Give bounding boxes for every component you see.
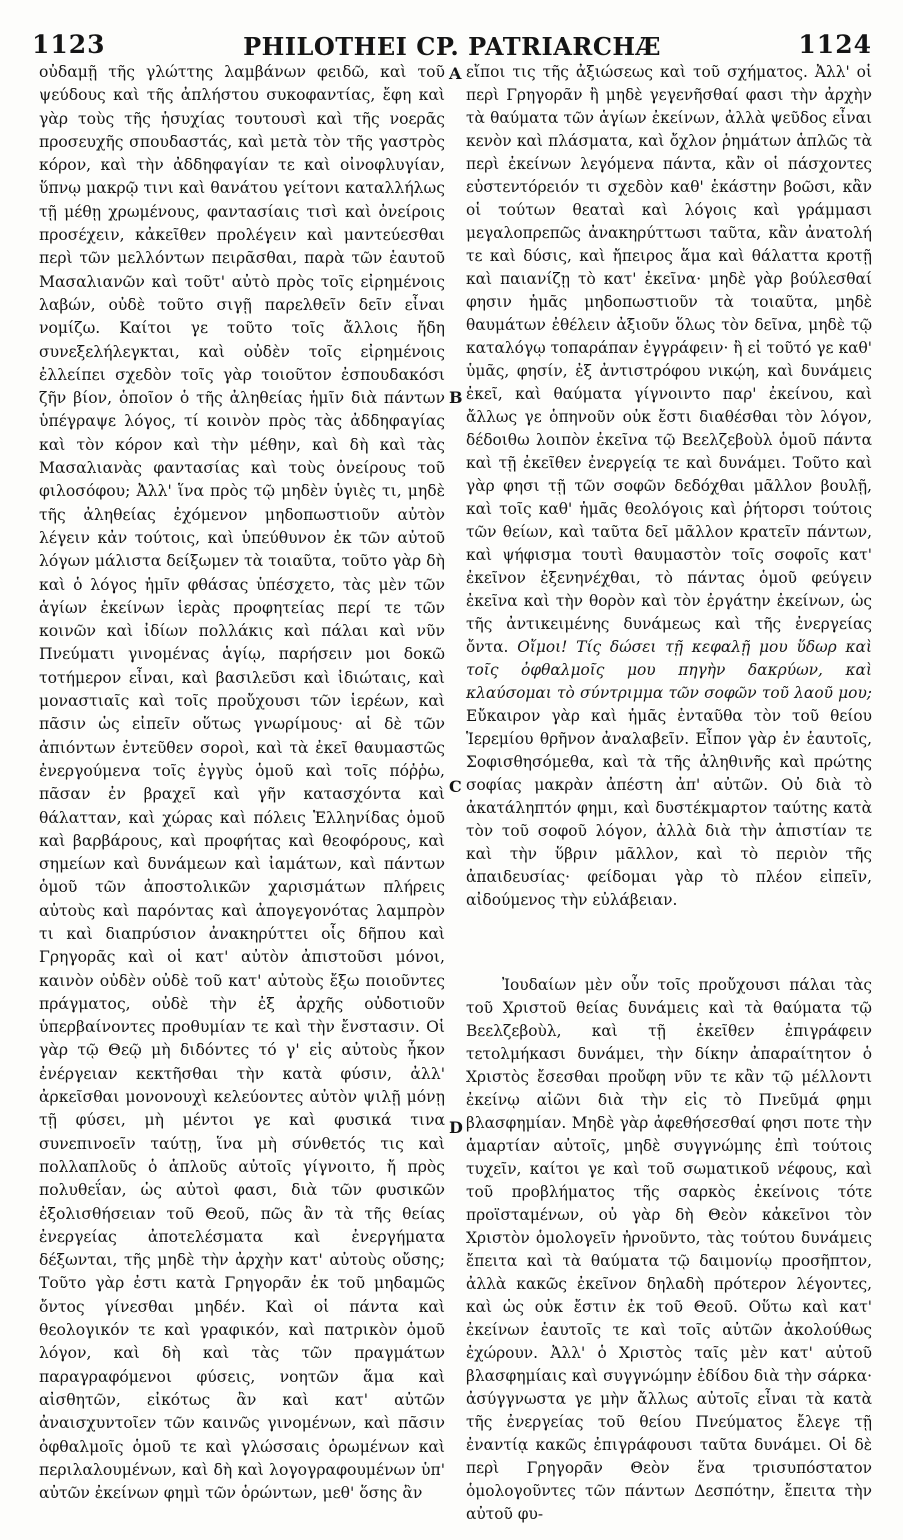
left-paragraph: οὐδαμῇ τῆς γλώττης λαμβάνων φειδῶ, καὶ τοῦ ψεύδους καὶ τῆς ἀπλήστου συκοφαντίας, ἔφη καὶ γὰρ τοὺς τῆς ἡσυχίας τουτουσὶ καὶ τῆς νοερᾶς προσευχῆς σπουδαστάς, καὶ μετὰ τὸν τῆς γαστρὸς κόρον, καὶ τὴν ἀδδηφαγίαν τε καὶ οἰνοφλυγίαν, ὕπνῳ μακρῷ τινι καὶ θανάτου γείτονι καταλλήλως τῇ μέθῃ χρωμένους, φαντασίαις τισὶ καὶ ὀνείροις προσέχειν, κἀκεῖθεν προλέγειν καὶ μαντεύεσθαι περὶ τῶν μελλόντων πειρᾶσθαι, παρὰ τῶν ἑαυτοῦ Μασαλιανῶν καὶ τοῦτ' αὐτὸ πρὸς τοῖς εἰρημένοις λαβών, οὐδὲ τοῦτο σιγῇ παρελθεῖν δεῖν εἶναι νομίζω. Καίτοι γε τοῦτο τοῖς ἄλλοις ἤδη συνεξελήλεγκται, καὶ οὐδὲν τοῖς εἰρημένοις ἐλλείπει σχεδὸν τοῖς γὰρ τοιοῦτον ἐσπουδακόσι ζῆν βίον, ὁποῖον ὁ τῆς ἀληθείας ἡμῖν διὰ πάντων ὑπέγραψε λόγος, τί κοινὸν πρὸς τὰς ἀδδηφαγίας καὶ τὸν κόρον καὶ τὴν μέθην, καὶ δὴ καὶ τὰς Μασαλιανὰς φαντασίας καὶ τοὺς ὀνείρους τοῦ φιλοσόφου; Ἀλλ' ἵνα πρὸς τῷ μηδὲν ὑγιὲς τι, μηδὲ τῆς ἀληθείας ἐχόμενον μηδοπωστιοῦν αὐτὸν λέγειν κἀν τούτοις, καὶ ὑπεύθυνον ἐκ τῶν αὐτοῦ λόγων μάλιστα δείξωμεν τὰ τοιαῦτα, τοῦτο γὰρ δὴ καὶ ὁ λόγος ἡμῖν φθάσας ὑπέσχετο, τὰς μὲν τῶν ἁγίων ἐκείνων ἱερὰς προφητείας περί τε τῶν κοινῶν καὶ ἰδίων πολλάκις καὶ πάλαι καὶ νῦν Πνεύματι γινομένας ἁγίῳ, παρήσειν μοι δοκῶ τοτήμερον εἶναι, καὶ βασιλεῦσι καὶ ἰδιώταις, καὶ μοναστιαῖς καὶ τοῖς προὔχουσι τῶν ἱερέων, καὶ πᾶσιν ὡς εἰπεῖν οὕτως γνωρίμους· αἱ δὲ τῶν ἀπιόντων ἐντεῦθεν σοροὶ, καὶ τὰ ἐκεῖ θαυμαστῶς ἐνεργούμενα τοῖς ἐγγὺς ὁμοῦ καὶ τοῖς πόῤῥω, πᾶσαν ἐν βραχεῖ καὶ γῆν κατασχόντα καὶ θάλατταν, καὶ χώρας καὶ πόλεις Ἑλληνίδας ὁμοῦ καὶ βαρβάρους, καὶ προφήτας καὶ θεοφόρους, καὶ σημείων καὶ δυνάμεων καὶ ἰαμάτων, καὶ πάντων ὁμοῦ τῶν ἀποστολικῶν χαρισμάτων πλήρεις αὐτοὺς καὶ παρόντας καὶ ἀπογεγονότας λαμπρὸν τι καὶ διαπρύσιον ἀνακηρύττει οἷς δῆπου καὶ Γρηγορᾶς καὶ οἱ κατ' αὐτὸν ἀπιστοῦσι μόνοι, καινὸν οὐδὲν οὐδὲ τοῦ κατ' αὐτοὺς ἔξω ποιοῦντες πράγματος, οὐδὲ τὴν ἐξ ἀρχῆς οὐδοτιοῦν ὑπερβαίνοντες προθυμίαν τε καὶ τὴν ἔνστασιν. Οἱ γὰρ τῷ Θεῷ μὴ διδόντες τό γ' εἰς αὐτοὺς ἧκον ἐνέργειαν κεκτῆσθαι τὴν κατὰ φύσιν, ἀλλ' ἀρκεῖσθαι μονονουχὶ κελεύοντες αὐτὸν ψιλῇ μόνῃ τῇ φύσει, μὴ μέντοι γε καὶ φυσικά τινα συνεπινοεῖν ταύτῃ, ἵνα μὴ σύνθετός τις καὶ πολλαπλοῦς ὁ ἁπλοῦς αὐτοῖς γίγνοιτο, ἤ πρὸς πολυθεΐαν, ὡς αὐτοὶ φασι, διὰ τῶν φυσικῶν ἐξολισθήσειαν τοῦ Θεοῦ, πῶς ἂν τὰ τῆς θείας ἐνεργείας ἀποτελέσματα καὶ ἐνεργήματα δέξωνται, τῆς μηδὲ τὴν ἀρχὴν κατ' αὐτοὺς οὔσης; Τοῦτο γὰρ ἐστι κατὰ Γρηγορᾶν ἐκ τοῦ μηδαμῶς ὄντος γίνεσθαι μηδέν. Καὶ οἱ πάντα καὶ θεολογικόν τε καὶ γραφικόν, καὶ πατρικὸν ὁμοῦ λόγον, καὶ δὴ καὶ τὰς τῶν πραγμάτων παραγραφόμενοι φύσεις, νοητῶν ἅμα καὶ αἰσθητῶν, εἰκότως ἂν καὶ κατ' αὐτῶν ἀναισχυντοῖεν τῶν καινῶς γινομένων, καὶ πᾶσιν ὀφθαλμοῖς ὁμοῦ τε καὶ γλώσσαις ὁρωμένων καὶ περιλαλουμένων, καὶ δὴ καὶ λογογραφουμένων ὑπ' αὐτῶν ἐκείνων φημὶ τῶν ὁρώντων, μεθ' ὅσης ἂν — [39, 63, 445, 1503]
left-page-number: 1123 — [32, 30, 106, 59]
section-marker-c: C — [449, 777, 462, 796]
right-column — [466, 61, 872, 1526]
section-marker-d: D — [449, 1118, 463, 1137]
jeremiah-quotation: Οἴμοι! Τίς δώσει τῇ κεφαλῇ μου ὕδωρ καὶ τοῖς ὀφθαλμοῖς μου πηγὴν δακρύων, καὶ κλαύσομαι τὸ σύντριμμα τῶν σοφῶν τοῦ λαοῦ μου; — [466, 638, 872, 702]
running-title: PHILOTHEI CP. PATRIARCHÆ — [243, 32, 661, 61]
section-marker-b: B — [449, 388, 463, 407]
right-paragraph-1-continuation: Εὔκαιρον γὰρ καὶ ἡμᾶς ἐνταῦθα τὸν τοῦ θείου Ἱερεμίου θρῆνον ἀναλαβεῖν. Εἶπον γὰρ ἐν ἑαυτοῖς, Σοφισθησόμεθα, καὶ τὰ τῆς ἀληθινῆς καὶ πρώτης σοφίας μακρὰν ἀπέστη ἀπ' αὐτῶν. Οὐ διὰ τὸ ἀκατάληπτόν φημι, καὶ δυστέκμαρτον ταύτης κατὰ τὸν τοῦ σοφοῦ λόγον, ἀλλὰ διὰ τὴν ἀπιστίαν τε καὶ τὴν ὕβριν μᾶλλον, καὶ τὸ περιὸν τῆς ἀπαιδευσίας· φείδομαι γὰρ τὸ πλέον εἰπεῖν, αἰδούμενος τὴν εὐλάβειαν. — [466, 707, 872, 909]
right-paragraph-1 — [466, 61, 872, 912]
page-header — [32, 30, 872, 60]
section-marker-a: A — [449, 64, 462, 83]
right-paragraph-2: Ἰουδαίων μὲν οὖν τοῖς προὔχουσι πάλαι τὰς τοῦ Χριστοῦ θείας δυνάμεις καὶ τὰ θαύματα τῷ Βεελζεβοὺλ, καὶ τῇ ἐκεῖθεν ἐπιγράφειν τετολμήκασι δυνάμει, τὴν δίκην ἀπαραίτητον ὁ Χριστὸς ἔσεσθαι προὔφη νῦν τε κἂν τῷ μέλλοντι ἐκείνῳ αἰῶνι διὰ τὴν εἰς τὸ Πνεῦμά φημι βλασφημίαν. Μηδὲ γὰρ ἀφεθήσεσθαί φησι ποτε τὴν ἁμαρτίαν αὐτοῖς, μηδὲ συγγνώμης ἐπὶ τούτοις τυχεῖν, καίτοι γε καὶ τοῦ σωματικοῦ νέφους, καὶ τοῦ προβλήματος τῆς σαρκὸς ἐκείνοις τότε προϊσταμένων, οὐ γὰρ δὴ Θεὸν κἀκεῖνοι τὸν Χριστὸν ὁμολογεῖν ἠρνοῦντο, τὰς τούτου δυνάμεις ἔπειτα καὶ τὰ θαύματα τῷ δαιμονίῳ προσῆπτον, ἀλλὰ κακῶς ἐκεῖνον δηλαδὴ πρότερον λέγοντες, καὶ ὡς οὐκ ἔστιν ἐκ τοῦ Θεοῦ. Οὕτω καὶ κατ' ἐκείνων ἑαυτοῖς τε καὶ τοῖς αὐτῶν ἀκολούθως ἐχώρουν. Ἀλλ' ὁ Χριστὸς ταῖς μὲν κατ' αὐτοῦ βλασφημίαις καὶ συγγνώμην ἐδίδου διὰ τὴν σάρκα· ἀσύγγνωστα γε μὴν ἄλλως αὐτοῖς εἶναι τὰ κατὰ τῆς ἐνεργείας τοῦ θείου Πνεύματος ἔλεγε τῇ ἐναντίᾳ κακῶς ἐπιγράφουσι ταῦτα δυνάμει. Οἱ δὲ περὶ Γρηγορᾶν Θεὸν ἕνα τρισυπόστατον ὁμολογοῦντες τῶν πάντων Δεσπότην, ἔπειτα τὴν αὐτοῦ φυ- — [466, 976, 872, 1523]
right-page-number: 1124 — [798, 30, 872, 59]
left-column — [39, 61, 445, 1505]
right-paragraph-1-text: εἴποι τις τῆς ἀξιώσεως καὶ τοῦ σχήματος. Ἀλλ' οἱ περὶ Γρηγορᾶν ἢ μηδὲ γεγενῆσθαί φασι τὴν ἀρχὴν τὰ θαύματα τῶν ἁγίων ἐκείνων, ἀλλὰ ψεῦδος εἶναι κενὸν καὶ πλάσματα, καὶ ὄχλον ῥημάτων ἁπλῶς τὰ περὶ ἐκείνων λεγόμενα πάντα, κἂν οἱ πάσχοντες εὐστεντόρειόν τι σχεδὸν καθ' ἑκάστην βοῶσι, κἂν οἱ τούτων θεαταὶ καὶ λόγοις καὶ γράμμασι μεγαλοπρεπῶς ἀνακηρύττωσι ταῦτα, κἂν ἀνατολή τε καὶ δύσις, καὶ ἤπειρος ἅμα καὶ θάλαττα κροτῇ καὶ παιανίζῃ τὸ κατ' ἐκεῖνα· μηδὲ γὰρ βούλεσθαί φησιν ἡμᾶς μηδοπωστιοῦν τὰ τοιαῦτα, μηδὲ θαυμάτων ἐθέλειν ἀξιοῦν ὅλως τὸν δεῖνα, μηδὲ τῷ καταλόγῳ τοπαράπαν ἐγγράφειν· ἢ εἰ τοῦτό γε καθ' ὑμᾶς, φησίν, ἐξ ἀντιστρόφου νικῴη, καὶ δυνάμεις ἐκεῖ, καὶ θαύματα γίγνοιντο παρ' ἐκείνου, καὶ ἄλλως γε ὁπηνοῦν οὐκ ἔστι διαθέσθαι τὸν λόγον, δέδοιθω λοιπὸν ἐκεῖνα τῷ Βεελζεβοὺλ ὁμοῦ πάντα καὶ τῇ ἐκεῖθεν ἐνεργείᾳ τε καὶ δυνάμει. Τοῦτο καὶ γὰρ φησι τῇ τῶν σοφῶν δεδόχθαι μᾶλλον βουλῇ, καὶ τοῖς καθ' ἡμᾶς θεολόγοις καὶ ῥήτορσι τούτοις τῶν θείων, καὶ ταῦτα δεῖ μᾶλλον κρατεῖν πάντων, καὶ ψήφισμα τουτὶ θαυμαστὸν τοῖς σοφοῖς κατ' ἐκεῖνον ἐξενηνέχθαι, τὸ πάντας ὁμοῦ φεύγειν ἐκεῖνα καὶ τὴν θορὸν καὶ τὸν ἐργάτην ἐκείνων, ὡς τῆς ἀντικειμένης δυνάμεως καὶ τῆς ἐνεργείας ὄντα. — [466, 63, 872, 656]
